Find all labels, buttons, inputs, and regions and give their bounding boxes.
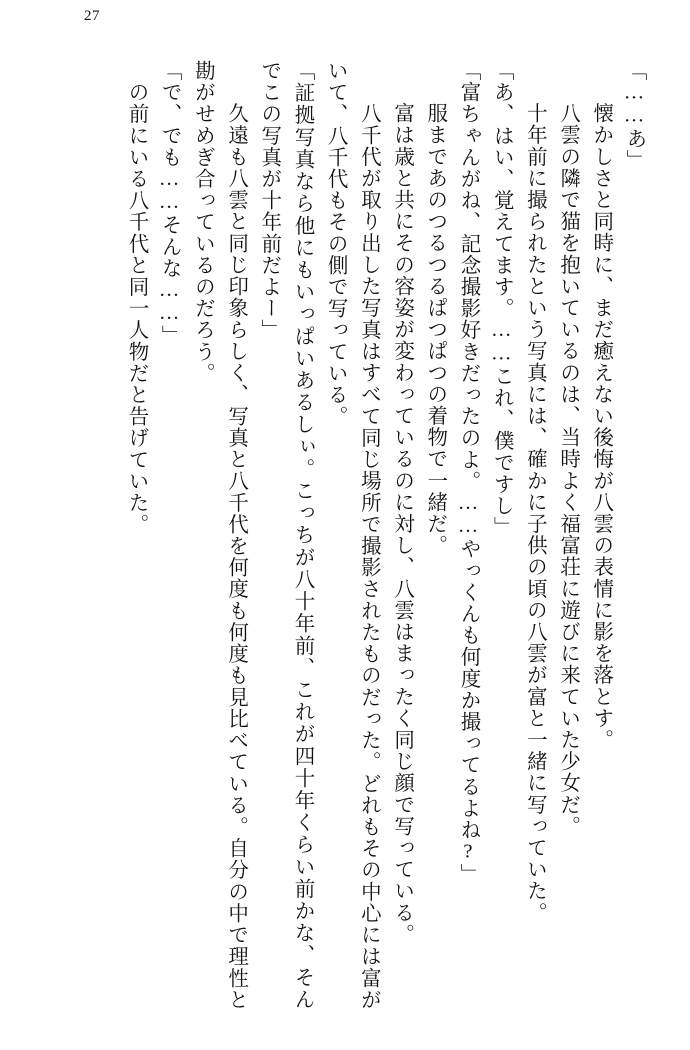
page-text-body <box>42 60 650 1010</box>
paragraph: 八千代が取り出した写真はすべて同じ場所で撮影されたものだった。どれもその中心には富がいて、八千代もその側で写っている。 <box>324 60 380 1010</box>
paragraph: 十年前に撮られたという写真には、確かに子供の頃の八雲が富と一緒に写っていた。 <box>523 80 546 923</box>
paragraph: 「……あ」 <box>623 60 645 171</box>
paragraph: 久遠も八雲と同じ印象らしく、写真と八千代を何度も何度も見比べている。自分の中で理性と勘がせめぎ合っているのだろう。 <box>191 60 247 1010</box>
paragraph: 「あ、はい、覚えてます。……これ、僕ですし」 <box>490 60 513 539</box>
paragraph: の前にいる八千代と同一人物だと告げていた。 <box>124 60 147 536</box>
paragraph: 服まであのつるつるぱつぱつの着物で一緒だ。 <box>423 80 446 556</box>
paragraph: 富は歳と共にその容姿が変わっているのに対し、八雲はまったく同じ顔で写っている。 <box>390 80 413 945</box>
paragraph: 「証拠写真なら他にもいっぱいあるしぃ。こっちが八十年前、これが四十年くらい前かな、そんでこの写真が十年前だよー」 <box>257 60 313 1010</box>
paragraph: 「で、でも……そんな……」 <box>158 60 181 347</box>
paragraph: 八雲の隣で猫を抱いているのは、当時よく福富荘に遊びに来ていた少女だ。 <box>556 80 579 837</box>
paragraph: 「富ちゃんがね、記念撮影好きだったのよ。……やっくんも何度か撮ってるよね?」 <box>456 60 479 886</box>
paragraph: 懐かしさと同時に、まだ癒えない後悔が八雲の表情に影を落とす。 <box>589 80 612 751</box>
page-number: 27 <box>84 8 100 24</box>
